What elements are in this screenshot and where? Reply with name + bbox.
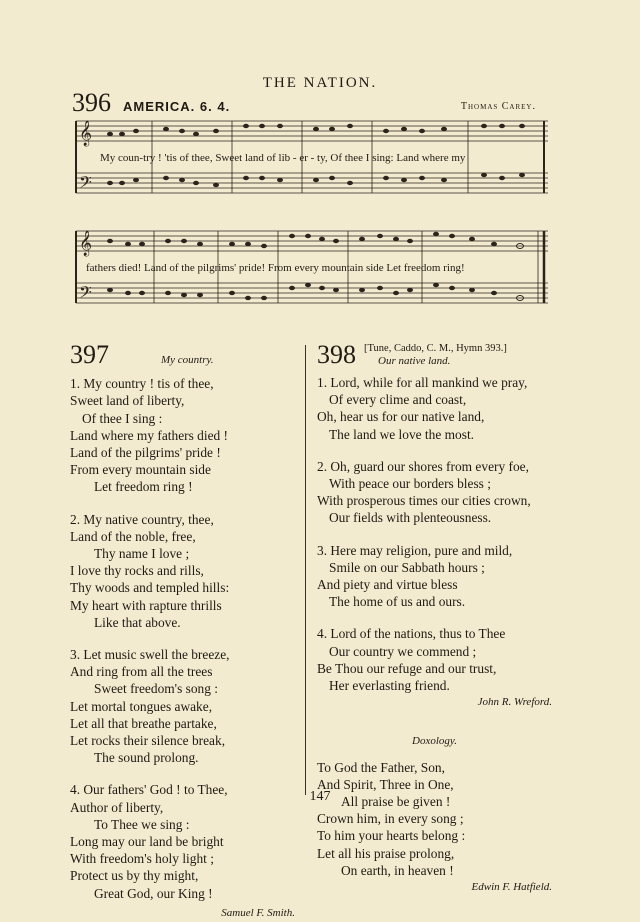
verse-line: My heart with rapture thrills <box>70 597 222 613</box>
page-number: 147 <box>309 789 331 804</box>
hymn-397 <box>70 342 295 922</box>
page-header: THE NATION. <box>262 75 378 91</box>
verse-line: With peace our borders bless ; <box>329 476 491 492</box>
doxology-attribution: Edwin F. Hatfield. <box>471 881 552 894</box>
verse-line: 2. Oh, guard our shores from every foe, <box>317 458 529 474</box>
verse-line: Our country we commend ; <box>329 643 477 659</box>
hymn-398-number: 398 <box>317 340 356 369</box>
column-divider <box>305 345 306 795</box>
doxology-verse <box>317 759 552 879</box>
hymn-398-tune-note: [Tune, Caddo, C. M., Hymn 393.] <box>364 343 507 354</box>
verse-line: 4. Lord of the nations, thus to Thee <box>317 626 506 642</box>
svg-text:𝄢: 𝄢 <box>79 282 92 306</box>
verse-line: Oh, hear us for our native land, <box>317 409 485 425</box>
svg-text:𝄢: 𝄢 <box>79 172 92 196</box>
verse-line: Thy woods and templed hills: <box>70 580 230 596</box>
hymn-398-stanza-2 <box>317 458 552 527</box>
hymn-398-subtitle: Our native land. <box>378 355 451 367</box>
verse-line: Let all that breathe partake, <box>70 715 217 731</box>
verse-line: To him your hearts belong : <box>317 828 466 844</box>
verse-line: The home of us and ours. <box>329 594 466 610</box>
svg-text:𝄞: 𝄞 <box>79 121 93 146</box>
verse-line: 2. My native country, thee, <box>70 511 214 527</box>
verse-line: 1. My country ! tis of thee, <box>70 376 214 392</box>
verse-line: To God the Father, Son, <box>317 759 445 775</box>
verse-line: Protect us by thy might, <box>70 868 199 884</box>
verse-line: Land of the pilgrims' pride ! <box>70 445 221 461</box>
hymn-398-stanza-3 <box>317 542 552 611</box>
verse-line: Smile on our Sabbath hours ; <box>329 559 485 575</box>
verse-line: Thy name I love ; <box>94 546 190 562</box>
verse-line: 4. Our fathers' God ! to Thee, <box>70 782 228 798</box>
verse-line: 1. Lord, while for all mankind we pray, <box>317 375 528 390</box>
verse-line: Like that above. <box>94 614 181 630</box>
verse-line: Sweet freedom's song : <box>94 681 219 697</box>
verse-line: And ring from all the trees <box>70 664 213 680</box>
verse-line: Her everlasting friend. <box>329 678 450 694</box>
hymn-398-stanza-1 <box>317 374 552 443</box>
hymn-397-attribution: Samuel F. Smith. <box>221 906 295 919</box>
hymn-396-composer: Thomas Carey. <box>460 101 536 112</box>
hymn-397-stanza-2 <box>70 511 295 631</box>
verse-line: Be Thou our refuge and our trust, <box>317 660 497 676</box>
verse-line: Crown him, in every song ; <box>317 811 464 827</box>
verse-line: Sweet land of liberty, <box>70 393 185 409</box>
verse-line: Of every clime and coast, <box>329 392 467 408</box>
verse-line: Land where my fathers died ! <box>70 427 229 443</box>
hymn-398-stanza-4 <box>317 625 552 694</box>
hymn-396-tune: AMERICA. 6. 4. <box>123 99 231 114</box>
verse-line: Let freedom ring ! <box>94 479 193 495</box>
verse-line: Land of the noble, free, <box>70 528 196 544</box>
hymn-397-subtitle: My country. <box>161 354 214 366</box>
hymn-397-number: 397 <box>70 340 109 369</box>
verse-line: To Thee we sing : <box>94 816 190 832</box>
verse-line: 3. Here may religion, pure and mild, <box>317 542 513 558</box>
doxology-title: Doxology. <box>412 735 457 748</box>
verse-line: Of thee I sing : <box>82 410 163 426</box>
verse-line: Author of liberty, <box>70 799 164 815</box>
verse-line: With prosperous times our cities crown, <box>317 493 531 509</box>
hymn-396-lyric-line-2: fathers died! Land of the pilgrims' pride! From every mountain side Let freedom ring! <box>86 262 465 274</box>
verse-line: And Spirit, Three in One, <box>317 776 454 792</box>
hymn-398-attribution: John R. Wreford. <box>477 696 552 709</box>
verse-line: From every mountain side <box>70 462 211 478</box>
verse-line: On earth, in heaven ! <box>341 862 454 878</box>
verse-line: Let rocks their silence break, <box>70 733 226 749</box>
verse-line: Great God, our King ! <box>94 885 213 901</box>
hymn-396-lyric-line-1: My coun-try ! 'tis of thee, Sweet land of lib - er - ty, Of thee I sing: Land where my <box>100 152 466 164</box>
verse-line: And piety and virtue bless <box>317 577 458 593</box>
verse-line: Let all his praise prolong, <box>317 845 455 861</box>
verse-line: Our fields with plenteousness. <box>329 510 492 526</box>
hymn-397-stanza-1 <box>70 375 295 495</box>
verse-line: Long may our land be bright <box>70 834 224 850</box>
hymn-396-number: 396 <box>72 88 111 117</box>
verse-line: Let mortal tongues awake, <box>70 698 213 714</box>
svg-text:𝄞: 𝄞 <box>79 231 93 256</box>
verse-line: With freedom's holy light ; <box>70 851 214 867</box>
verse-line: I love thy rocks and rills, <box>70 563 204 579</box>
verse-line: The sound prolong. <box>94 750 199 766</box>
verse-line: All praise be given ! <box>341 794 451 810</box>
verse-line: 3. Let music swell the breeze, <box>70 647 230 663</box>
verse-line: The land we love the most. <box>329 426 475 442</box>
hymn-398 <box>317 342 552 896</box>
hymn-397-stanza-3 <box>70 646 295 766</box>
